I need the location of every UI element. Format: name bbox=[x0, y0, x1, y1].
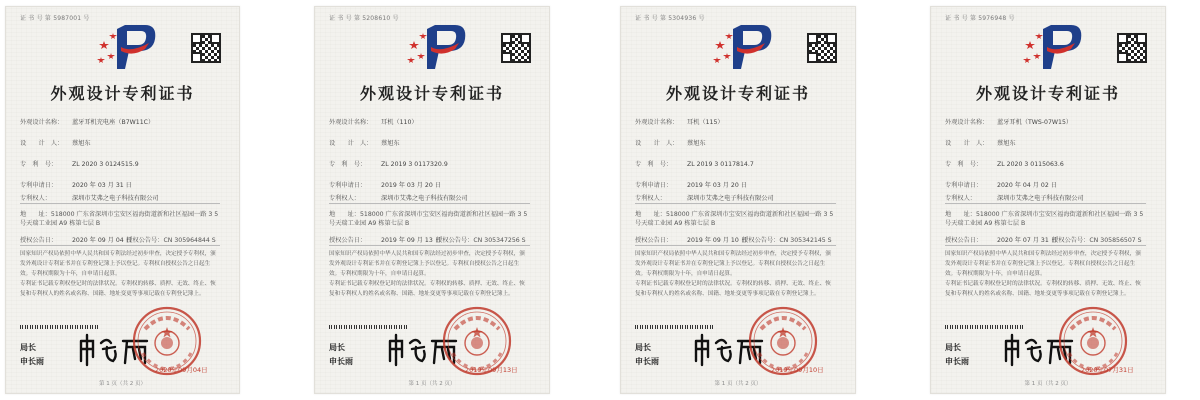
patent-certificate bbox=[620, 6, 856, 394]
certificate-paragraph: 专利证书记载专利权登记时的法律状况。专利权的转移、质押、无效、终止、恢复和专利权人的姓名或名称、国籍、地址变更等事项记载在专利登记簿上。 bbox=[329, 281, 525, 297]
director-block bbox=[20, 341, 44, 369]
cnipa-logo-icon bbox=[1021, 19, 1085, 73]
design-name-row: 外观设计名称： 耳机（115） bbox=[635, 119, 724, 126]
page-indicator: 第 1 页（共 2 页） bbox=[1024, 381, 1072, 387]
address-row: 地 址：518000 广东省深圳市宝安区福海街道新和社区福园一路 3 5 号天瑞工业园 A9 栋第七层 B bbox=[945, 211, 1144, 227]
certificate-number: 证 书 号 第 5304936 号 bbox=[635, 15, 705, 22]
director-name: 申长雨 bbox=[329, 357, 354, 366]
filing-date-row: 专利申请日： 2019 年 03 月 20 日 bbox=[329, 182, 441, 189]
divider bbox=[635, 203, 836, 204]
director-block bbox=[945, 341, 969, 369]
grant-number-row: 授权公告号：CN 305342145 S bbox=[742, 237, 832, 244]
seal-date: 2020年09月04日 bbox=[155, 366, 208, 374]
certificate-paragraph: 专利证书记载专利权登记时的法律状况。专利权的转移、质押、无效、终止、恢复和专利权人的姓名或名称、国籍、地址变更等事项记载在专利登记簿上。 bbox=[635, 281, 831, 297]
certificate-paragraph: 国家知识产权局依照中华人民共和国专利法经过初步审查，决定授予专利权，颁发外观设计专利证书并在专利登记簿上予以登记。专利权自授权公告之日起生效。专利权期限为十年，自申请日起算。 bbox=[635, 251, 831, 277]
grant-date-row: 授权公告日： 2020 年 09 月 04 日 bbox=[19, 237, 132, 244]
designer-row: 设 计 人： 蔡旭东 bbox=[945, 140, 1016, 147]
patentee-row: 专利权人： 深圳市艾弗之电子科技有限公司 bbox=[635, 195, 774, 202]
patent-certificate bbox=[5, 6, 240, 394]
divider bbox=[635, 245, 836, 246]
grant-number-row: 授权公告号：CN 305964844 S bbox=[126, 237, 216, 244]
grant-date-row: 授权公告日： 2020 年 07 月 31 日 bbox=[945, 237, 1057, 244]
patent-number-row: 专 利 号： ZL 2020 3 0115063.6 bbox=[945, 161, 1064, 168]
qr-code bbox=[807, 33, 837, 63]
grant-date-row: 授权公告日： 2019 年 09 月 10 日 bbox=[635, 237, 747, 244]
certificate-title: 外观设计专利证书 bbox=[665, 84, 810, 103]
divider bbox=[329, 203, 530, 204]
director-title: 局长 bbox=[945, 343, 962, 352]
director-name: 申长雨 bbox=[635, 357, 660, 366]
filing-date-row: 专利申请日： 2020 年 04 月 02 日 bbox=[945, 182, 1057, 189]
qr-code bbox=[191, 33, 221, 63]
page-indicator: 第 1 页（共 2 页） bbox=[99, 381, 146, 387]
cnipa-logo-icon bbox=[95, 19, 159, 73]
director-name: 申长雨 bbox=[945, 357, 970, 366]
divider bbox=[20, 203, 220, 204]
designer-row: 设 计 人： 蔡旭东 bbox=[19, 140, 91, 147]
barcode bbox=[635, 325, 715, 329]
divider bbox=[329, 245, 530, 246]
grant-date-row: 授权公告日： 2019 年 09 月 13 日 bbox=[329, 237, 441, 244]
divider bbox=[20, 245, 220, 246]
design-name-row: 外观设计名称： 耳机（110） bbox=[329, 119, 418, 126]
patent-number-row: 专 利 号： ZL 2020 3 0124515.9 bbox=[19, 161, 139, 168]
divider bbox=[945, 245, 1146, 246]
cnipa-logo-icon bbox=[711, 19, 775, 73]
grant-number-row: 授权公告号：CN 305347256 S bbox=[436, 237, 526, 244]
certificate-number: 证 书 号 第 5976948 号 bbox=[945, 15, 1015, 22]
cnipa-logo-icon bbox=[405, 19, 469, 73]
certificate-paragraph: 国家知识产权局依照中华人民共和国专利法经过初步审查，决定授予专利权，颁发外观设计专利证书并在专利登记簿上予以登记。专利权自授权公告之日起生效。专利权期限为十年，自申请日起算。 bbox=[329, 251, 525, 277]
patentee-row: 专利权人： 深圳市艾弗之电子科技有限公司 bbox=[19, 195, 159, 202]
director-name: 申长雨 bbox=[19, 357, 44, 366]
seal-date: 2019年09月13日 bbox=[465, 366, 518, 374]
certificate-paragraph: 国家知识产权局依照中华人民共和国专利法经过初步审查，决定授予专利权，颁发外观设计专利证书并在专利登记簿上予以登记。专利权自授权公告之日起生效。专利权期限为十年，自申请日起算。 bbox=[945, 251, 1141, 277]
director-title: 局长 bbox=[329, 343, 346, 352]
barcode bbox=[20, 325, 100, 329]
director-block bbox=[329, 341, 353, 369]
divider bbox=[945, 203, 1146, 204]
patent-number-row: 专 利 号： ZL 2019 3 0117320.9 bbox=[329, 161, 448, 168]
certificate-paragraph: 国家知识产权局依照中华人民共和国专利法经过初步审查，决定授予专利权，颁发外观设计专利证书并在专利登记簿上予以登记。专利权自授权公告之日起生效。专利权期限为十年，自申请日起算。 bbox=[19, 251, 216, 277]
patentee-row: 专利权人： 深圳市艾弗之电子科技有限公司 bbox=[945, 195, 1084, 202]
patentee-row: 专利权人： 深圳市艾弗之电子科技有限公司 bbox=[329, 195, 468, 202]
seal-date: 2020年07月31日 bbox=[1081, 366, 1134, 374]
address-row: 地 址：518000 广东省深圳市宝安区福海街道新和社区福园一路 3 5 号天瑞工业园 A9 栋第七层 B bbox=[19, 211, 219, 227]
address-row: 地 址：518000 广东省深圳市宝安区福海街道新和社区福园一路 3 5 号天瑞工业园 A9 栋第七层 B bbox=[329, 211, 528, 227]
filing-date-row: 专利申请日： 2019 年 03 月 20 日 bbox=[635, 182, 747, 189]
patent-number-row: 专 利 号： ZL 2019 3 0117814.7 bbox=[635, 161, 754, 168]
director-block bbox=[635, 341, 659, 369]
patent-certificate bbox=[930, 6, 1166, 394]
design-name-row: 外观设计名称： 蓝牙耳机充电座（B7W11C） bbox=[19, 119, 155, 126]
certificate-title: 外观设计专利证书 bbox=[50, 84, 195, 103]
address-row: 地 址：518000 广东省深圳市宝安区福海街道新和社区福园一路 3 5 号天瑞工业园 A9 栋第七层 B bbox=[635, 211, 834, 227]
patent-certificate bbox=[314, 6, 550, 394]
barcode bbox=[945, 325, 1025, 329]
certificate-number: 证 书 号 第 5208610 号 bbox=[329, 15, 399, 22]
certificate-paragraph: 专利证书记载专利权登记时的法律状况。专利权的转移、质押、无效、终止、恢复和专利权人的姓名或名称、国籍、地址变更等事项记载在专利登记簿上。 bbox=[945, 281, 1141, 297]
filing-date-row: 专利申请日： 2020 年 03 月 31 日 bbox=[19, 182, 132, 189]
designer-row: 设 计 人： 蔡旭东 bbox=[329, 140, 400, 147]
designer-row: 设 计 人： 蔡旭东 bbox=[635, 140, 706, 147]
qr-code bbox=[501, 33, 531, 63]
page-indicator: 第 1 页（共 2 页） bbox=[408, 381, 456, 387]
page-indicator: 第 1 页（共 2 页） bbox=[714, 381, 762, 387]
director-title: 局长 bbox=[19, 343, 36, 352]
certificate-title: 外观设计专利证书 bbox=[975, 84, 1120, 103]
qr-code bbox=[1117, 33, 1147, 63]
barcode bbox=[329, 325, 409, 329]
director-title: 局长 bbox=[635, 343, 652, 352]
certificate-paragraph: 专利证书记载专利权登记时的法律状况。专利权的转移、质押、无效、终止、恢复和专利权人的姓名或名称、国籍、地址变更等事项记载在专利登记簿上。 bbox=[19, 281, 216, 297]
certificate-title: 外观设计专利证书 bbox=[359, 84, 504, 103]
design-name-row: 外观设计名称： 蓝牙耳机（TWS-07W15） bbox=[945, 119, 1073, 126]
seal-date: 2019年09月10日 bbox=[771, 366, 824, 374]
grant-number-row: 授权公告号：CN 305856507 S bbox=[1052, 237, 1142, 244]
certificate-number: 证 书 号 第 5987001 号 bbox=[19, 15, 90, 22]
